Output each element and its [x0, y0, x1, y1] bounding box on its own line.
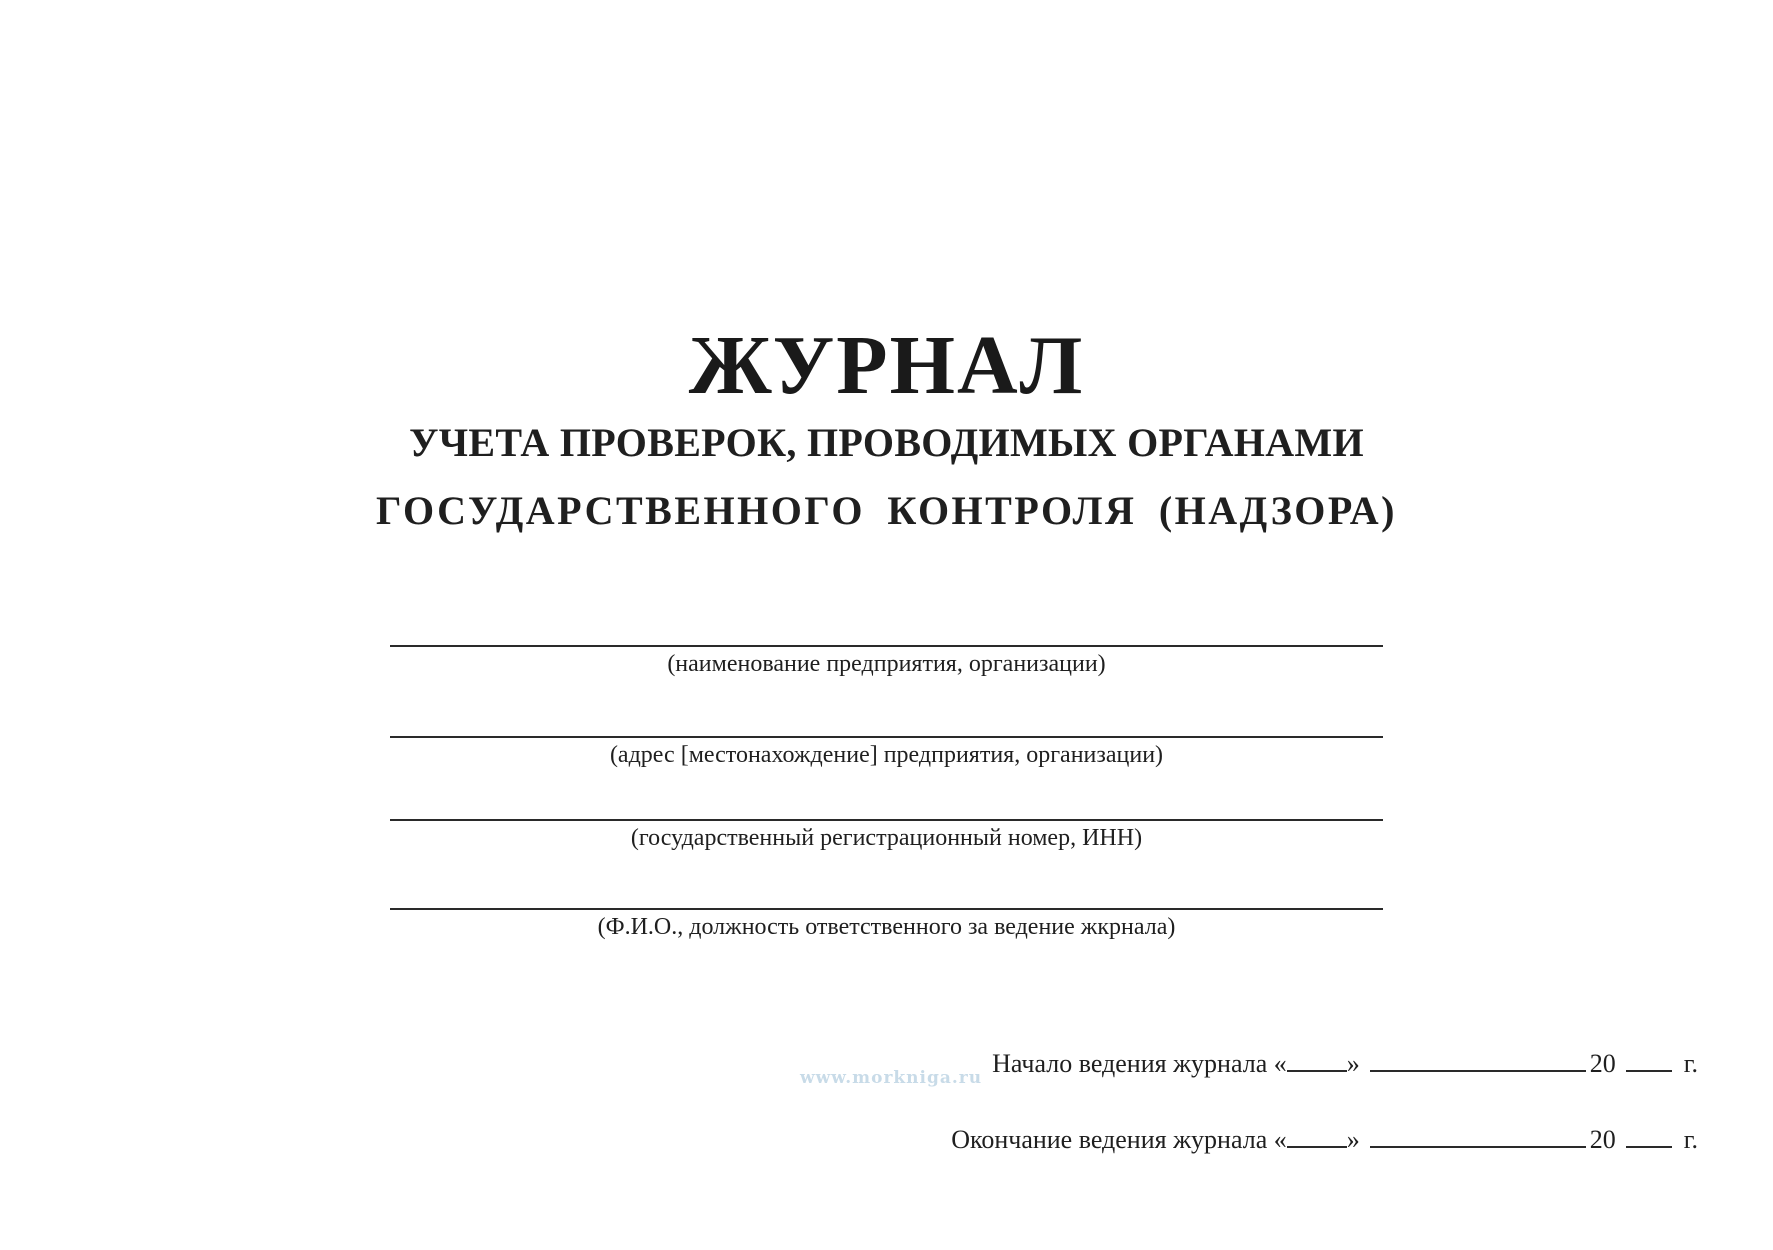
start-year-blank[interactable] — [1626, 1046, 1672, 1072]
field-organization-address[interactable] — [390, 736, 1383, 770]
field-caption: (наименование предприятия, организации) — [667, 651, 1106, 677]
year-suffix: г. — [1683, 1049, 1698, 1078]
start-day-blank[interactable] — [1287, 1046, 1347, 1072]
quote-close: » — [1346, 1049, 1360, 1078]
field-responsible-person[interactable] — [390, 908, 1383, 942]
document-title: ЖУРНАЛ — [688, 319, 1085, 412]
end-date-label: Окончание ведения журнала « — [951, 1125, 1287, 1154]
end-month-blank[interactable] — [1370, 1122, 1586, 1148]
fill-in-line — [390, 645, 1383, 647]
fill-in-line — [390, 819, 1383, 821]
quote-close: » — [1346, 1125, 1360, 1154]
year-prefix: 20 — [1589, 1125, 1616, 1154]
journal-start-date — [992, 1046, 1698, 1081]
watermark: www.morkniga.ru — [800, 1068, 983, 1088]
field-organization-name[interactable] — [390, 645, 1383, 679]
document-subtitle-line1: УЧЕТА ПРОВЕРОК, ПРОВОДИМЫХ ОРГАНАМИ — [409, 420, 1364, 465]
start-date-label: Начало ведения журнала « — [992, 1049, 1287, 1078]
end-day-blank[interactable] — [1287, 1122, 1347, 1148]
journal-end-date — [951, 1122, 1698, 1157]
end-year-blank[interactable] — [1626, 1122, 1672, 1148]
year-prefix: 20 — [1589, 1049, 1616, 1078]
start-month-blank[interactable] — [1370, 1046, 1586, 1072]
field-caption: (адрес [местонахождение] предприятия, организации) — [609, 742, 1164, 768]
fill-in-line — [390, 908, 1383, 910]
year-suffix: г. — [1683, 1125, 1698, 1154]
field-caption: (Ф.И.О., должность ответственного за ведение жкрнала) — [597, 914, 1176, 940]
fill-in-line — [390, 736, 1383, 738]
document-subtitle-line2: ГОСУДАРСТВЕННОГО КОНТРОЛЯ (НАДЗОРА) — [376, 488, 1397, 533]
field-registration-number[interactable] — [390, 819, 1383, 853]
field-caption: (государственный регистрационный номер, ИНН) — [630, 825, 1143, 851]
